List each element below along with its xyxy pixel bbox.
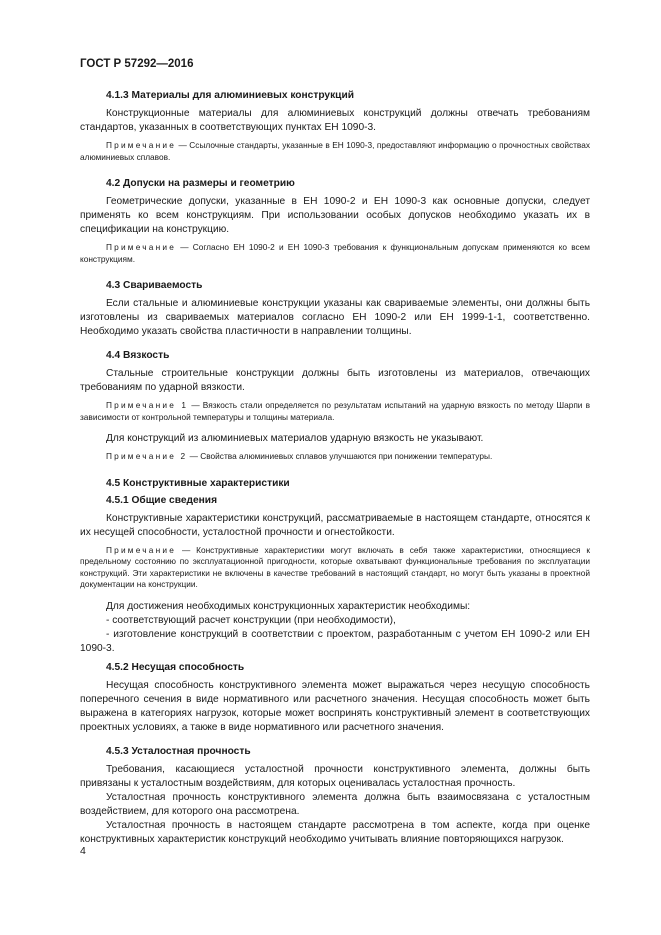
note-text: — Ссылочные стандарты, указанные в ЕН 1090-3, предоставляют информацию о прочностных свойствах алюминиевых сплавов.	[80, 140, 590, 162]
note-label: Примечание	[106, 140, 177, 150]
list-item: - соответствующий расчет конструкции (при необходимости),	[106, 614, 396, 626]
note-label: Примечание 2	[106, 451, 188, 461]
note	[80, 451, 590, 463]
note-label: Примечание	[106, 544, 177, 555]
paragraph: Усталостная прочность в настоящем стандарте рассмотрена в том аспекте, когда при оценке конструктивных характеристик конструкций необходимо учитывать влияние повторяющихся нагрузок.	[80, 819, 590, 845]
note-text: — Свойства алюминиевых сплавов улучшаются при понижении температуры.	[187, 451, 493, 461]
note-text: — Согласно ЕН 1090-2 и ЕН 1090-3 требования к функциональным допускам применяются ко всем конструкциям.	[80, 242, 590, 264]
standard-header: ГОСТ Р 57292—2016	[80, 58, 194, 70]
heading-4-1-3: 4.1.3 Материалы для алюминиевых конструкций	[106, 90, 354, 101]
note-text: — Конструктивные характеристики могут включать в себя также характеристики, относящиеся к предельному состоянию по эксплуатационной пригодности, которые охватывают функциональные требования по эксплуатации конструкций. Эти характеристики не включены в качестве требований в настоящий стандарт, но могут быть указаны в проектной документации на конструкции.	[80, 544, 590, 589]
note-label: Примечание	[106, 242, 177, 252]
paragraph: Если стальные и алюминиевые конструкции указаны как свариваемые элементы, они должны быть изготовлены из свариваемых материалов согласно ЕН 1090-2 или ЕН 1999-1-1, соответственно. Необходимо указать свойства пластичности в направлении толщины.	[80, 298, 590, 337]
heading-4-5-1: 4.5.1 Общие сведения	[106, 494, 218, 506]
heading-4-2: 4.2 Допуски на размеры и геометрию	[106, 178, 295, 189]
note	[80, 400, 590, 423]
paragraph: Усталостная прочность конструктивного элемента должна быть взаимосвязана с усталостным воздействием, для которого она рассмотрена.	[80, 791, 590, 817]
list-item: - изготовление конструкций в соответствии с проектом, разработанным с учетом ЕН 1090-2 или ЕН 1090-3.	[80, 628, 590, 654]
heading-4-5-2: 4.5.2 Несущая способность	[106, 661, 245, 673]
document-page	[80, 58, 590, 852]
note-text: — Вязкость стали определяется по результатам испытаний на ударную вязкость по методу Шарпи в зависимости от контрольной температуры и толщины материала.	[80, 400, 590, 422]
heading-4-3: 4.3 Свариваемость	[106, 280, 203, 291]
note	[80, 545, 590, 591]
paragraph: Конструктивные характеристики конструкций, рассматриваемые в настоящем стандарте, относятся к их несущей способности, усталостной прочности и огнестойкости.	[80, 512, 590, 538]
paragraph: Конструкционные материалы для алюминиевых конструкций должны отвечать требованиям стандартов, указанных в соответствующих пунктах ЕН 1090-3.	[80, 108, 590, 133]
heading-4-4: 4.4 Вязкость	[106, 350, 170, 361]
paragraph: Требования, касающиеся усталостной прочности конструктивного элемента, должны быть привязаны к усталостным воздействиям, для которых оценивалась усталостная прочность.	[80, 763, 590, 789]
note	[80, 242, 590, 265]
note-label: Примечание 1	[106, 400, 189, 410]
note	[80, 140, 590, 163]
paragraph: Геометрические допуски, указанные в ЕН 1090-2 и ЕН 1090-3 как основные допуски, следует применять ко всем конструкциям. При использовании особых допусков необходимо указать их в спецификации на конструкцию.	[80, 196, 590, 235]
heading-4-5: 4.5 Конструктивные характеристики	[106, 477, 290, 489]
paragraph: Для конструкций из алюминиевых материалов ударную вязкость не указывают.	[106, 433, 484, 444]
page-number: 4	[80, 845, 86, 857]
paragraph: Несущая способность конструктивного элемента может выражаться через несущую способность поперечного сечения в виде нормативного или расчетного значения. Несущая способность может быть выражена в категориях нагрузок, которые может воспринять конструктивный элемент в соответствующих проектных условиях, а также в виде нормативного или расчетного значения.	[80, 679, 590, 733]
paragraph: Стальные строительные конструкции должны быть изготовлены из материалов, отвечающих требованиям по ударной вязкости.	[80, 368, 590, 393]
heading-4-5-3: 4.5.3 Усталостная прочность	[106, 745, 251, 757]
paragraph: Для достижения необходимых конструкционных характеристик необходимы:	[106, 600, 471, 612]
